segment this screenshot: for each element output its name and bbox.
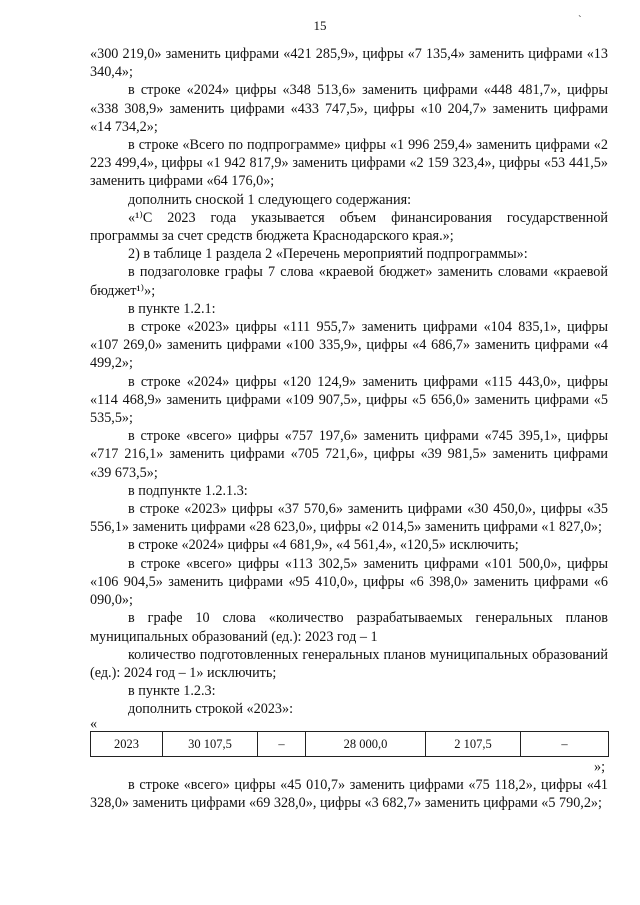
opening-quote: « bbox=[90, 716, 98, 732]
page-number: 15 bbox=[313, 18, 327, 33]
table-cell: 2023 bbox=[91, 732, 163, 757]
paragraph: 2) в таблице 1 раздела 2 «Перечень мероприятий подпрограммы»: bbox=[128, 246, 528, 263]
table-cell: – bbox=[258, 732, 306, 757]
paragraph: дополнить строкой «2023»: bbox=[128, 701, 294, 718]
paragraph: в строке «2024» цифры «348 513,6» заменить цифрами «448 481,7», цифры «338 308,9» заменить цифрами «433 747,5», цифры «10 204,7» заменить цифрами «14 734,2»; bbox=[90, 82, 608, 135]
paragraph: в строке «всего» цифры «757 197,6» заменить цифрами «745 395,1», цифры «717 216,1» заменить цифрами «705 721,6», цифры «39 981,5» заменить цифрами «39 673,5»; bbox=[90, 428, 608, 481]
inserted-row-table bbox=[90, 731, 609, 757]
paragraph: «¹⁾С 2023 года указывается объем финансирования государственной программы за счет средств бюджета Краснодарского края.»; bbox=[90, 209, 608, 245]
paragraph: в графе 10 слова «количество разрабатываемых генеральных планов муниципальных образований (ед.): 2023 год – 1 bbox=[90, 610, 608, 645]
table-cell: 30 107,5 bbox=[163, 732, 258, 757]
paragraph: количество подготовленных генеральных планов муниципальных образований (ед.): 2024 год – 1» исключить; bbox=[90, 646, 608, 681]
paragraph: в строке «2024» цифры «120 124,9» заменить цифрами «115 443,0», цифры «114 468,9» заменить цифрами «109 907,5», цифры «5 656,0» заменить цифрами «5 535,5»; bbox=[90, 373, 608, 427]
paragraph: в строке «всего» цифры «113 302,5» заменить цифрами «101 500,0», цифры «106 904,5» заменить цифрами «95 410,0», цифры «6 398,0» заменить цифрами «6 090,0»; bbox=[90, 555, 608, 609]
paragraph: в строке «2023» цифры «111 955,7» заменить цифрами «104 835,1», цифры «107 269,0» заменить цифрами «100 335,9», цифры «4 686,7» заменить цифрами «4 499,2»; bbox=[90, 319, 608, 372]
paragraph: в строке «Всего по подпрограмме» цифры «1 996 259,4» заменить цифрами «2 223 499,4», цифры «1 942 817,9» заменить цифрами «2 159 323,4», цифры «53 441,5» заменить цифрами «64 176,0»; bbox=[90, 137, 608, 190]
paragraph: в пункте 1.2.1: bbox=[128, 300, 216, 317]
body-text bbox=[90, 45, 608, 719]
table-cell: 28 000,0 bbox=[306, 732, 426, 757]
paragraph: «300 219,0» заменить цифрами «421 285,9», цифры «7 135,4» заменить цифрами «13 340,4»; bbox=[90, 46, 608, 81]
paragraph: в строке «всего» цифры «45 010,7» заменить цифрами «75 118,2», цифры «41 328,0» заменить цифрами «69 328,0», цифры «3 682,7» заменить цифрами «5 790,2»; bbox=[90, 777, 608, 812]
paragraph: дополнить сноской 1 следующего содержания: bbox=[128, 191, 412, 208]
corner-mark: ˋ bbox=[578, 14, 582, 26]
closing-quote: »; bbox=[594, 759, 606, 775]
paragraph: в пункте 1.2.3: bbox=[128, 683, 216, 700]
body-text-continued bbox=[90, 776, 608, 812]
table-cell: – bbox=[521, 732, 609, 757]
paragraph: в строке «2024» цифры «4 681,9», «4 561,4», «120,5» исключить; bbox=[128, 537, 519, 554]
table-cell: 2 107,5 bbox=[426, 732, 521, 757]
paragraph: в подпункте 1.2.1.3: bbox=[128, 482, 248, 499]
table-row bbox=[91, 732, 609, 757]
paragraph: в подзаголовке графы 7 слова «краевой бюджет» заменить словами «краевой бюджет¹⁾»; bbox=[90, 264, 608, 299]
paragraph: в строке «2023» цифры «37 570,6» заменить цифрами «30 450,0», цифры «35 556,1» заменить цифрами «28 623,0», цифры «2 014,5» заменить цифрами «1 827,0»; bbox=[90, 501, 608, 536]
